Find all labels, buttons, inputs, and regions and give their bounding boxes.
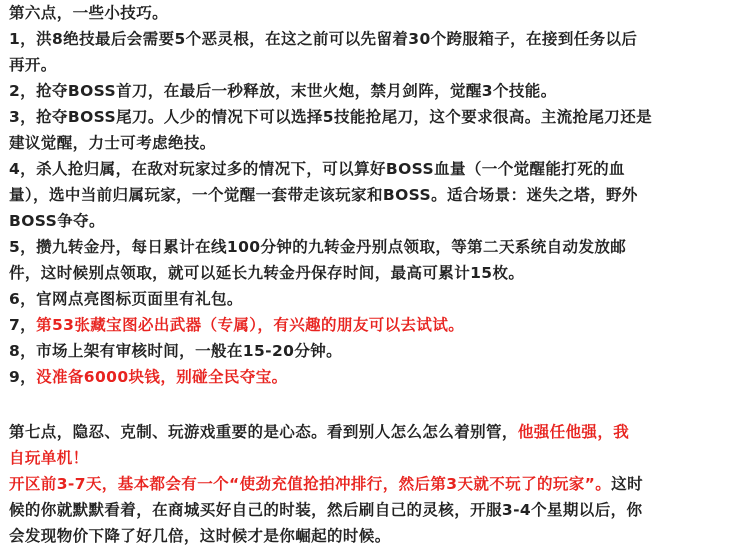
tip-1-line-2: 再开。 [9, 56, 57, 74]
tip-8: 8，市场上架有审核时间，一般在15-20分钟。 [9, 342, 343, 360]
tip-2: 2，抢夺BOSS首刀，在最后一秒释放，末世火炮，禁月剑阵，觉醒3个技能。 [9, 82, 557, 100]
tip-9-number: 9， [9, 368, 37, 386]
section-7-intro: 第七点，隐忍、克制、玩游戏重要的是心态。看到别人怎么怎么着别管， [9, 423, 518, 441]
section-7-highlight-quote: 开区前3-7天，基本都会有一个“使劲充值抢拍冲排行，然后第3天就不玩了的玩家”。 [9, 475, 612, 493]
tip-3-line-1: 3，抢夺BOSS尾刀。人少的情况下可以选择5技能抢尾刀，这个要求很高。主流抢尾刀还是 [9, 108, 652, 126]
tip-4-line-3: BOSS争夺。 [9, 212, 105, 230]
tip-6: 6，官网点亮图标页面里有礼包。 [9, 290, 243, 308]
tip-5-line-1: 5，攒九转金丹，每日累计在线100分钟的九转金丹别点领取，等第二天系统自动发放邮 [9, 238, 627, 256]
tip-5-line-2: 件，这时候别点领取，就可以延长九转金丹保存时间，最高可累计15枚。 [9, 264, 525, 282]
section-7-highlight-start: 他强任他强，我 [517, 423, 630, 441]
article-body [9, 0, 743, 549]
tip-9 [9, 364, 743, 390]
tip-7-number: 7， [9, 316, 37, 334]
section-7-line-1 [9, 419, 743, 445]
tip-7-highlight: 第53张藏宝图必出武器（专属），有兴趣的朋友可以去试试。 [36, 316, 465, 334]
tip-9-highlight: 没准备6000块钱，别碰全民夺宝。 [36, 368, 288, 386]
tip-7 [9, 312, 743, 338]
section-7-line-4: 候的你就默默看着，在商城买好自己的时装，然后刷自己的灵核，开服3-4个星期以后，你 [9, 501, 643, 519]
section-6-heading: 第六点，一些小技巧。 [9, 4, 169, 22]
section-7-line-3 [9, 471, 743, 497]
section-7-line-2: 自玩单机！ [9, 449, 89, 467]
tip-4-line-2: 量），选中当前归属玩家，一个觉醒一套带走该玩家和BOSS。适合场景：迷失之塔，野外 [9, 186, 638, 204]
paragraph-gap [9, 390, 743, 419]
section-7-line-3-tail: 这时 [611, 475, 643, 493]
tip-1-line-1: 1，洪8绝技最后会需要5个恶灵根，在这之前可以先留着30个跨服箱子，在接到任务以后 [9, 30, 638, 48]
tip-3-line-2: 建议觉醒，力士可考虑绝技。 [9, 134, 216, 152]
tip-4-line-1: 4，杀人抢归属，在敌对玩家过多的情况下，可以算好BOSS血量（一个觉醒能打死的血 [9, 160, 625, 178]
section-7-line-5: 会发现物价下降了好几倍，这时候才是你崛起的时候。 [9, 527, 391, 545]
